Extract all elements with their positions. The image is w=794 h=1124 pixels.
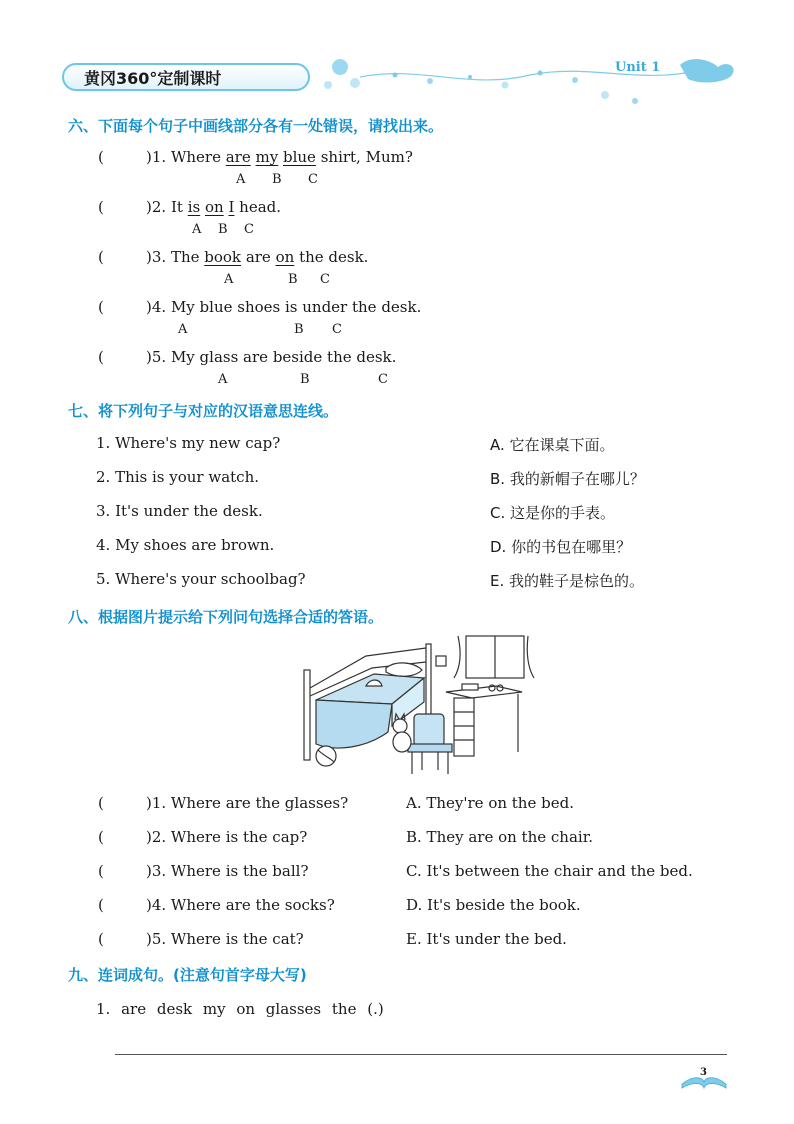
label-c: C xyxy=(332,322,342,337)
match-right-b: B. 我的新帽子在哪儿？ xyxy=(490,470,645,488)
answer-paren: ( xyxy=(98,248,104,266)
answer-paren: ( xyxy=(98,198,104,216)
header-dots-decoration xyxy=(300,55,740,115)
answer-paren: ( xyxy=(98,862,104,880)
s8-answer-e: E. It's under the bed. xyxy=(406,930,567,948)
label-a: A xyxy=(178,322,188,337)
label-c: C xyxy=(320,272,330,287)
match-left-4: 4. My shoes are brown. xyxy=(96,536,275,554)
page-number: 3 xyxy=(700,1067,707,1078)
label-c: C xyxy=(378,372,388,387)
label-a: A xyxy=(218,372,228,387)
answer-paren: ( xyxy=(98,828,104,846)
match-left-3: 3. It's under the desk. xyxy=(96,502,263,520)
answer-paren: ( xyxy=(98,298,104,316)
answer-paren: ( xyxy=(98,348,104,366)
label-a: A xyxy=(236,172,246,187)
match-right-c: C. 这是你的手表。 xyxy=(490,504,616,522)
match-right-e: E. 我的鞋子是棕色的。 xyxy=(490,572,645,590)
s8-answer-c: C. It's between the chair and the bed. xyxy=(406,862,693,880)
s9-item1: 1. are desk my on glasses the (.) xyxy=(96,1000,384,1018)
s6-item3: )3. The book are on the desk. xyxy=(146,248,369,266)
s8-question-5: )5. Where is the cat? xyxy=(146,930,304,948)
bedroom-illustration xyxy=(296,634,536,782)
unit-label: Unit 1 xyxy=(615,60,661,75)
section7-title: 七、将下列句子与对应的汉语意思连线。 xyxy=(68,402,339,420)
label-a: A xyxy=(192,222,202,237)
section6-title: 六、下面每个句子中画线部分各有一处错误，请找出来。 xyxy=(68,117,444,135)
section9-title: 九、连词成句。(注意句首字母大写) xyxy=(68,966,307,984)
answer-paren: ( xyxy=(98,930,104,948)
s8-question-2: )2. Where is the cap? xyxy=(146,828,308,846)
match-left-5: 5. Where's your schoolbag? xyxy=(96,570,306,588)
answer-paren: ( xyxy=(98,148,104,166)
label-b: B xyxy=(294,322,304,337)
s8-answer-d: D. It's beside the book. xyxy=(406,896,581,914)
match-left-2: 2. This is your watch. xyxy=(96,468,260,486)
s8-answer-a: A. They're on the bed. xyxy=(406,794,574,812)
label-b: B xyxy=(272,172,282,187)
label-b: B xyxy=(218,222,228,237)
header-title: 黄冈360°定制课时 xyxy=(62,63,310,91)
s8-question-3: )3. Where is the ball? xyxy=(146,862,309,880)
match-left-1: 1. Where's my new cap? xyxy=(96,434,281,452)
s6-item4: )4. My blue shoes is under the desk. xyxy=(146,298,422,316)
footer-line xyxy=(115,1054,727,1055)
label-b: B xyxy=(288,272,298,287)
s8-question-1: )1. Where are the glasses? xyxy=(146,794,349,812)
label-c: C xyxy=(308,172,318,187)
s8-answer-b: B. They are on the chair. xyxy=(406,828,593,846)
s6-item2: )2. It is on I head. xyxy=(146,198,282,216)
answer-paren: ( xyxy=(98,794,104,812)
s6-item5: )5. My glass are beside the desk. xyxy=(146,348,397,366)
s6-item1: )1. Where are my blue shirt, Mum? xyxy=(146,148,413,166)
section8-title: 八、根据图片提示给下列问句选择合适的答语。 xyxy=(68,608,384,626)
label-a: A xyxy=(224,272,234,287)
label-c: C xyxy=(244,222,254,237)
match-right-a: A. 它在课桌下面。 xyxy=(490,436,615,454)
answer-paren: ( xyxy=(98,896,104,914)
match-right-d: D. 你的书包在哪里？ xyxy=(490,538,632,556)
label-b: B xyxy=(300,372,310,387)
s8-question-4: )4. Where are the socks? xyxy=(146,896,335,914)
